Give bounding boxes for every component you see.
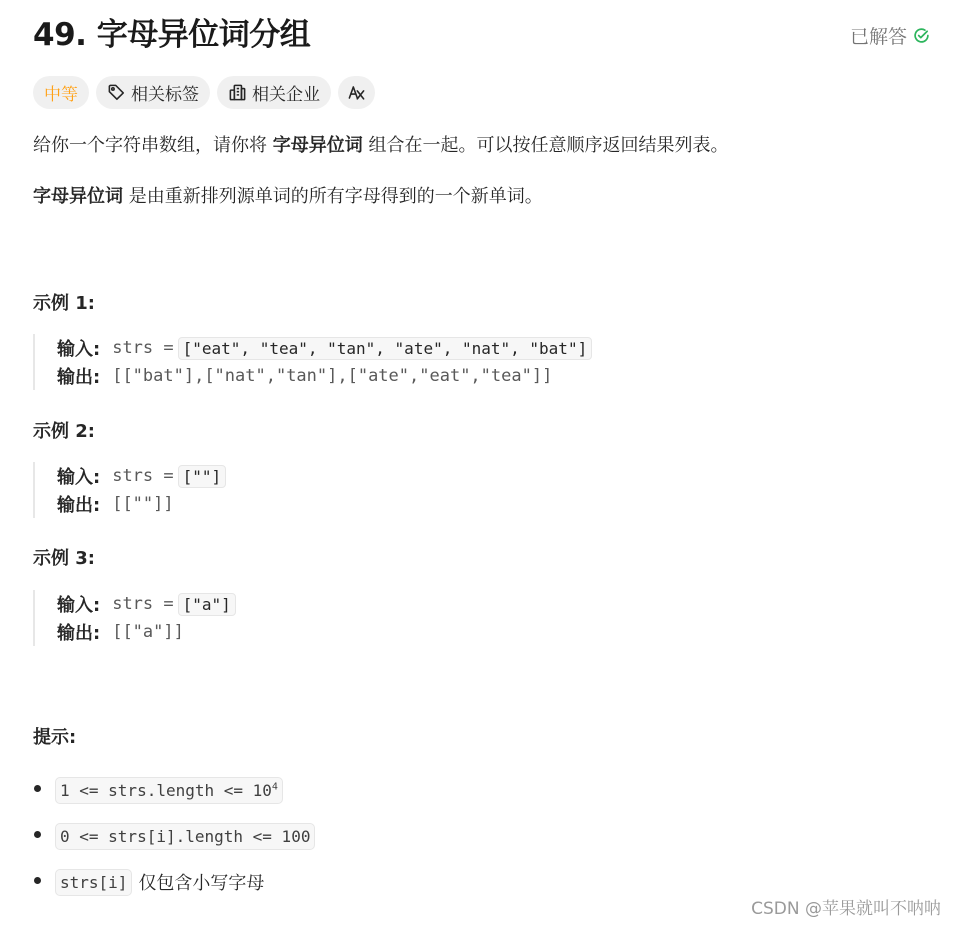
- example-1-heading: 示例 1:: [33, 293, 95, 314]
- example-2-block: [33, 462, 677, 518]
- example-1-output: [57, 362, 677, 390]
- example-1-input: [57, 334, 677, 362]
- title-row: [33, 14, 930, 58]
- example-3-block: [33, 590, 677, 646]
- problem-title[interactable]: 49. 字母异位词分组: [33, 17, 311, 53]
- example-3-heading: 示例 3:: [33, 548, 95, 569]
- desc1-bold: 字母异位词: [272, 135, 363, 156]
- example-3-output: [57, 618, 677, 646]
- desc2-bold: 字母异位词: [33, 186, 123, 207]
- example-2-input: [57, 462, 677, 490]
- output-value: [["bat"],["nat","tan"],["ate","eat","tea"]]: [112, 366, 553, 386]
- output-value: [[""]]: [112, 494, 174, 514]
- hint-code: 0 <= strs[i].length <= 100: [55, 823, 315, 850]
- difficulty-badge[interactable]: 中等: [33, 76, 89, 109]
- description-paragraph-1: [33, 132, 728, 160]
- watermark: CSDN @苹果就叫不呐呐: [751, 899, 941, 919]
- translate-icon: [347, 83, 366, 102]
- input-label: 输入:: [57, 595, 101, 616]
- example-2-heading: 示例 2:: [33, 421, 95, 442]
- input-code: ["eat", "tea", "tan", "ate", "nat", "bat"]: [178, 337, 593, 360]
- output-label: 输出:: [57, 367, 101, 388]
- hints-heading: 提示:: [33, 727, 77, 748]
- check-circle-icon: [913, 27, 930, 44]
- hint-code-text: 1 <= strs.length <= 10: [60, 780, 272, 800]
- hint-code: [55, 777, 283, 804]
- related-companies-label: 相关企业: [252, 85, 320, 105]
- output-value: [["a"]]: [112, 622, 184, 642]
- output-label: 输出:: [57, 623, 101, 644]
- hints-list: [33, 767, 315, 905]
- example-3-input: [57, 590, 677, 618]
- desc1-text: 给你一个字符串数组，请你将: [33, 135, 273, 156]
- solved-label: 已解答: [849, 26, 907, 48]
- input-code: ["a"]: [178, 593, 236, 616]
- building-icon: [228, 83, 247, 102]
- input-code: [""]: [178, 465, 227, 488]
- tag-bar: [33, 76, 375, 109]
- hint-item: [33, 813, 315, 859]
- related-companies-button[interactable]: [217, 76, 331, 109]
- related-tags-label: 相关标签: [131, 85, 199, 105]
- solved-status: [850, 22, 930, 49]
- hint-code: strs[i]: [55, 869, 132, 896]
- input-prefix: strs =: [112, 466, 174, 486]
- translate-button[interactable]: [338, 76, 375, 109]
- hint-exponent: 4: [271, 781, 278, 793]
- input-label: 输入:: [57, 467, 101, 488]
- related-tags-button[interactable]: [96, 76, 210, 109]
- desc2-text: 是由重新排列源单词的所有字母得到的一个新单词。: [123, 186, 543, 207]
- output-label: 输出:: [57, 495, 101, 516]
- input-prefix: strs =: [112, 338, 174, 358]
- tag-icon: [107, 83, 126, 102]
- example-1-block: [33, 334, 677, 390]
- description-paragraph-2: [33, 183, 543, 211]
- hint-item: [33, 767, 315, 813]
- desc1-text-after: 组合在一起。可以按任意顺序返回结果列表。: [362, 135, 729, 156]
- hint-text: 仅包含小写字母: [138, 873, 265, 894]
- input-label: 输入:: [57, 339, 101, 360]
- hint-item: [33, 859, 315, 905]
- example-2-output: [57, 490, 677, 518]
- input-prefix: strs =: [112, 594, 174, 614]
